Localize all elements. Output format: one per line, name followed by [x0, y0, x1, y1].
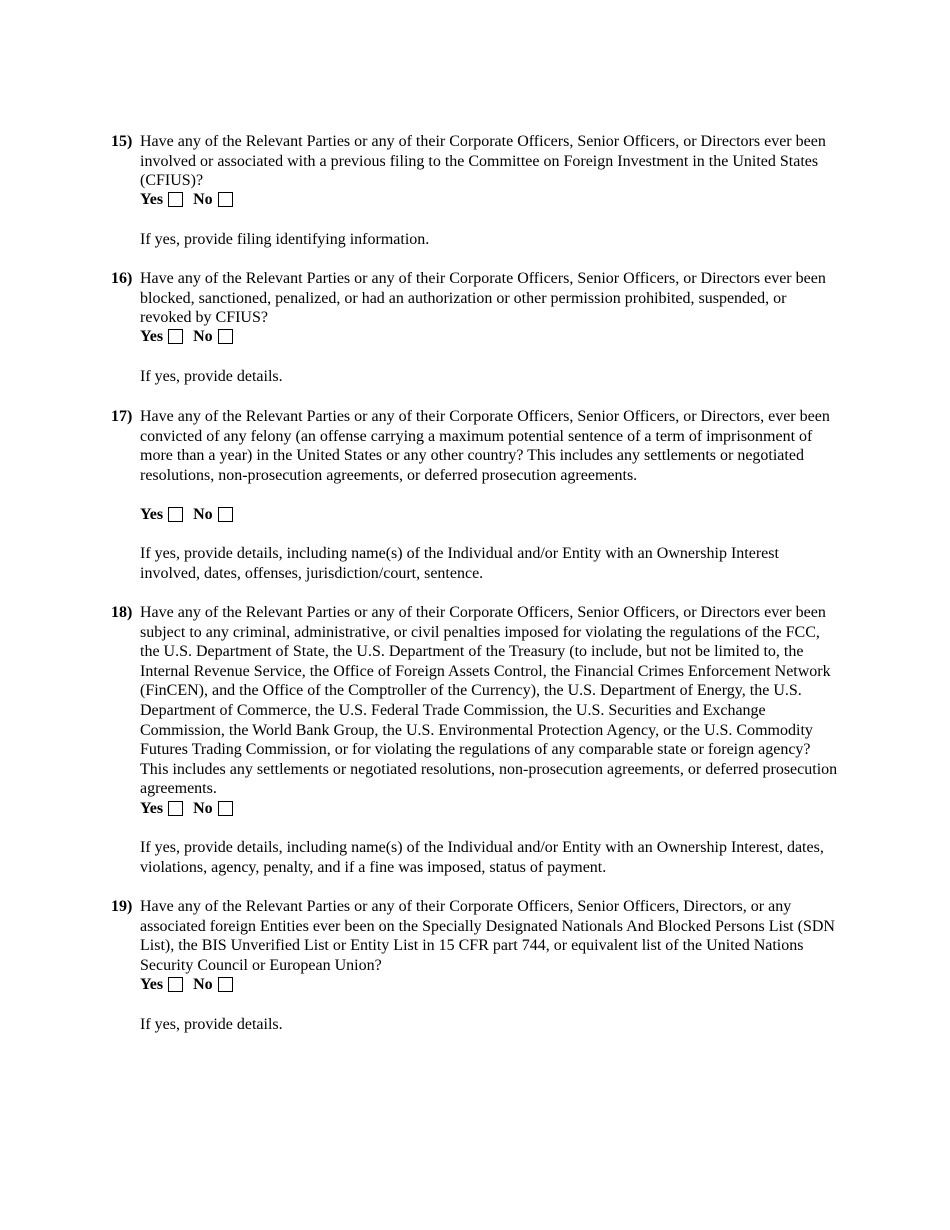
question-number: 17)	[111, 408, 133, 425]
followup-instruction: If yes, provide details, including name(s) of the Individual and/or Entity with an Ownership Interest involved, dates, offenses, jurisdiction/court, sentence.	[140, 545, 779, 582]
yes-no-row	[140, 799, 233, 819]
question-text: Have any of the Relevant Parties or any of their Corporate Officers, Senior Officers, or Directors ever been blocked, sanctioned, penalized, or had an authorization or other permission prohibited, suspended, or revoked by CFIUS?	[140, 270, 826, 327]
followup-instruction: If yes, provide details.	[140, 368, 283, 385]
question-text: Have any of the Relevant Parties or any of their Corporate Officers, Senior Officers, Directors, or any associated foreign Entities ever been on the Specially Designated Nationals And Blocked Persons List (SDN List), the BIS Unverified List or Entity List in 15 CFR part 744, or equivalent list of the United Nations Security Council or European Union?	[140, 898, 835, 974]
yes-checkbox[interactable]	[168, 507, 183, 522]
yes-checkbox[interactable]	[168, 192, 183, 207]
yes-no-row	[140, 327, 233, 347]
yes-no-row	[140, 190, 233, 210]
yes-checkbox[interactable]	[168, 801, 183, 816]
yes-no-row	[140, 505, 233, 525]
no-checkbox[interactable]	[218, 801, 233, 816]
yes-label: Yes	[140, 506, 164, 523]
no-checkbox[interactable]	[218, 329, 233, 344]
question-number: 15)	[111, 133, 133, 150]
no-checkbox[interactable]	[218, 192, 233, 207]
question-number: 19)	[111, 898, 133, 915]
question-number: 18)	[111, 604, 133, 621]
question-text: Have any of the Relevant Parties or any of their Corporate Officers, Senior Officers, or Directors, ever been convicted of any felony (an offense carrying a maximum potential sentence of a term of imprisonment of more than a year) in the United States or any other country? This includes any settlements or negotiated resolutions, non-prosecution agreements, or deferred prosecution agreements.	[140, 408, 830, 484]
followup-instruction: If yes, provide filing identifying information.	[140, 231, 430, 248]
question-text: Have any of the Relevant Parties or any of their Corporate Officers, Senior Officers, or Directors ever been involved or associated with a previous filing to the Committee on Foreign Investment in the United States (CFIUS)?	[140, 133, 826, 190]
no-checkbox[interactable]	[218, 507, 233, 522]
no-label: No	[193, 191, 213, 208]
no-label: No	[193, 506, 213, 523]
yes-label: Yes	[140, 976, 164, 993]
yes-checkbox[interactable]	[168, 977, 183, 992]
yes-label: Yes	[140, 191, 164, 208]
no-label: No	[193, 328, 213, 345]
followup-instruction: If yes, provide details.	[140, 1016, 283, 1033]
no-label: No	[193, 800, 213, 817]
no-label: No	[193, 976, 213, 993]
yes-label: Yes	[140, 328, 164, 345]
yes-no-row	[140, 975, 233, 995]
question-text: Have any of the Relevant Parties or any of their Corporate Officers, Senior Officers, or Directors ever been subject to any criminal, administrative, or civil penalties imposed for violating the regulations of the FCC, the U.S. Department of State, the U.S. Department of the Treasury (to include, but not be limited to, the Internal Revenue Service, the Office of Foreign Assets Control, the Financial Crimes Enforcement Network (FinCEN), and the Office of the Comptroller of the Currency), the U.S. Department of Energy, the U.S. Department of Commerce, the U.S. Federal Trade Commission, the U.S. Securities and Exchange Commission, the World Bank Group, the U.S. Environmental Protection Agency, or the U.S. Commodity Futures Trading Commission, or for violating the regulations of any comparable state or foreign agency? This includes any settlements or negotiated resolutions, non-prosecution agreements, or deferred prosecution agreements.	[140, 604, 838, 798]
followup-instruction: If yes, provide details, including name(s) of the Individual and/or Entity with an Ownership Interest, dates, violations, agency, penalty, and if a fine was imposed, status of payment.	[140, 839, 824, 876]
question-number: 16)	[111, 270, 133, 287]
no-checkbox[interactable]	[218, 977, 233, 992]
yes-checkbox[interactable]	[168, 329, 183, 344]
yes-label: Yes	[140, 800, 164, 817]
